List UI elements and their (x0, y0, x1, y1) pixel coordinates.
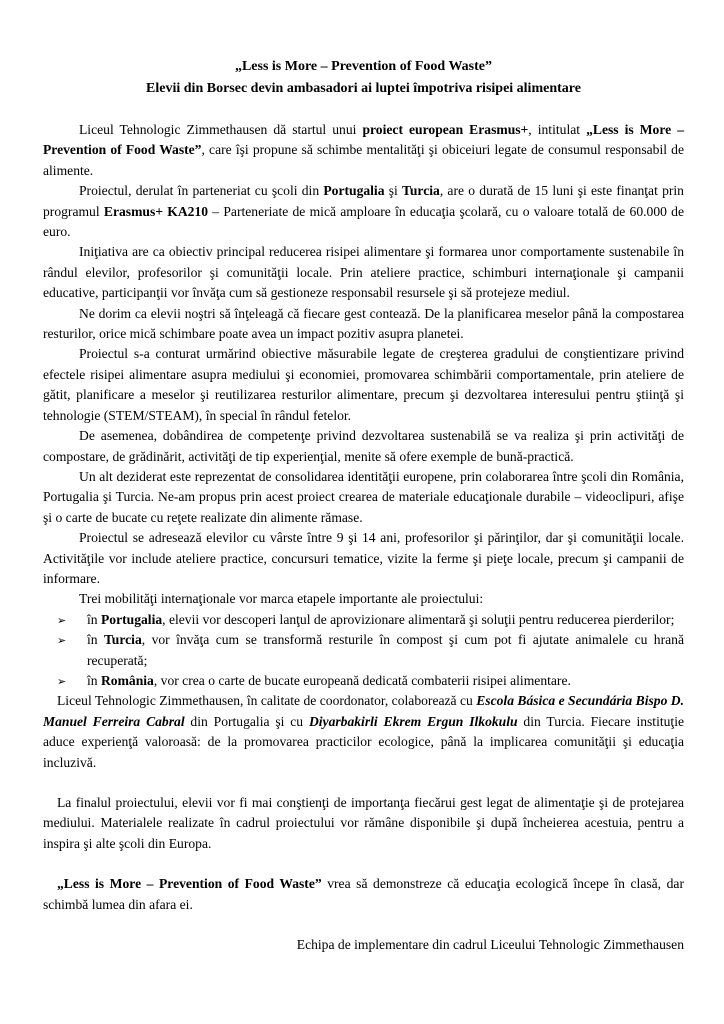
text-segment: Portugalia (100, 611, 163, 627)
document-title-line (43, 78, 684, 100)
text-segment: şi (384, 183, 403, 199)
bullet-arrow-icon: ➢ (57, 614, 67, 627)
paragraph (43, 793, 684, 854)
text-segment: Portugalia (323, 183, 385, 199)
text-segment: La finalul proiectului, elevii vor fi mai conştienţi de importanţa fiecărui gest legat de alimentaţie şi de protejarea mediului. Materialele realizate în cadrul proiectului vor rămâne disponibile şi după încheierea acestuia, pentru a inspira şi alte şcoli din Europa. (43, 795, 684, 851)
bullet-item (43, 610, 684, 630)
paragraph (43, 691, 684, 773)
paragraph (43, 304, 684, 345)
text-segment: , vor învăţa cum se transformă resturile în compost şi cum pot fi ajutate animalele cu hrană recuperată; (87, 632, 684, 668)
text-segment: Proiectul se adresează elevilor cu vârste între 9 şi 14 ani, profesorilor şi părinţilor, dar şi comunităţii locale. Activităţile vor include ateliere practice, concursuri tematice, vizite la ferme şi pieţe locale, precum şi campanii de informare. (43, 530, 684, 586)
text-segment: Un alt deziderat este reprezentat de consolidarea identităţii europene, prin colaborarea între şcoli din România, Portugalia şi Turcia. Ne-am propus prin acest proiect crearea de materiale educaţionale durabile – videoclipuri, afişe şi o carte de bucate cu reţete realizate din alimente rămase. (43, 468, 684, 525)
text-segment: Liceul Tehnologic Zimmethausen, în calitate de coordonator, colaborează cu (57, 693, 477, 709)
bullet-arrow-icon: ➢ (57, 635, 67, 648)
paragraph (43, 467, 684, 528)
blank-line (43, 854, 684, 874)
bullet-arrow-icon: ➢ (57, 675, 67, 688)
document-body (43, 56, 684, 955)
text-segment: Proiectul, derulat în parteneriat cu şcoli din (79, 183, 324, 199)
text-segment: , intitulat (528, 122, 587, 137)
text-segment: Trei mobilităţi internaţionale vor marca etapele importante ale proiectului: (79, 591, 484, 607)
blank-line (43, 100, 684, 120)
bullet-item (43, 671, 684, 691)
text-segment: în (87, 672, 101, 688)
text-segment: Diyarbakirli Ekrem Ergun Ilkokulu (308, 713, 518, 729)
text-segment: Iniţiativa are ca obiectiv principal reducerea risipei alimentare şi formarea unor comportamente sustenabile în rândul elevilor, profesorilor şi comunităţii locale. Prin ateliere practice, schimburi internaţionale şi campanii educative, participanţii vor învăţa cum să gestioneze responsabil resursele şi să protejeze mediul. (43, 244, 684, 301)
text-segment: „Less is More – Prevention of Food Waste” (43, 122, 684, 158)
text-segment: Proiectul s-a conturat urmărind obiective măsurabile legate de creşterea gradului de conştientizare privind efectele risipei alimentare asupra mediului şi economiei, promovarea schimbării comportamentale, prin ateliere de gătit, planificare a meselor şi reutilizarea resturilor alimentare, precum şi dezvoltarea interesului pentru ştiinţă şi tehnologie (STEM/STEAM), în special în rândul fetelor. (43, 346, 684, 423)
paragraph (43, 344, 684, 426)
paragraph (43, 426, 684, 467)
blank-line (43, 915, 684, 935)
paragraph (43, 528, 684, 589)
paragraph (43, 120, 684, 181)
text-segment: , are o durată de 15 luni şi este finanţat prin programul (43, 183, 684, 219)
text-segment: vrea să demonstreze că educaţia ecologică începe în clasă, dar schimbă lumea din afara ei. (43, 876, 684, 912)
text-segment: , elevii vor descoperi lanţul de aprovizionare alimentară şi soluţii pentru reducerea pierderilor; (162, 611, 675, 627)
text-segment: Turcia (402, 183, 440, 199)
text-segment: Turcia (103, 632, 142, 648)
paragraph (43, 181, 684, 242)
text-segment: din Portugalia şi cu (184, 713, 309, 729)
text-segment: în (87, 611, 101, 627)
text-segment: „Less is More – Prevention of Food Waste” (57, 876, 322, 892)
text-segment: „Less is More – Prevention of Food Waste” (234, 59, 493, 74)
text-segment: De asemenea, dobândirea de competenţe privind dezvoltarea sustenabilă se va realiza şi prin activităţi de compostare, de grădinărit, activităţi de tip experienţial, menite să ofere exemple de bună-practică. (43, 428, 684, 464)
paragraph (43, 589, 684, 609)
text-segment: România (100, 672, 154, 688)
text-segment: Erasmus+ KA210 (103, 203, 209, 219)
text-segment: proiect european Erasmus+ (362, 122, 529, 137)
text-segment: Elevii din Borsec devin ambasadori ai luptei împotriva risipei alimentare (146, 81, 581, 96)
blank-line (43, 773, 684, 793)
text-segment: Escola Básica e Secundária Bispo D. Manuel Ferreira Cabral (43, 693, 684, 729)
document-title-line (43, 56, 684, 78)
text-segment: Liceul Tehnologic Zimmethausen dă startul unui (79, 122, 363, 137)
bullet-item (43, 630, 684, 671)
paragraph (43, 242, 684, 303)
text-segment: Echipa de implementare din cadrul Liceului Tehnologic Zimmethausen (296, 937, 684, 953)
text-segment: în (87, 632, 104, 648)
text-segment: – Parteneriate de mică amploare în educaţia şcolară, cu o valoare totală de 60.000 de euro. (43, 203, 684, 240)
text-segment: , care îşi propune să schimbe mentalităţi şi obiceiuri legate de consumul responsabil de alimente. (43, 142, 684, 178)
text-segment: din Turcia. Fiecare instituţie aduce experienţă valoroasă: de la promovarea practicilor ecologice, până la implicarea comunităţii şi educaţia incluzivă. (43, 713, 685, 770)
closing-signature (43, 935, 684, 955)
paragraph (43, 874, 684, 915)
text-segment: Ne dorim ca elevii noştri să înţeleagă că fiecare gest contează. De la planificarea meselor până la compostarea resturilor, orice mică schimbare poate avea un impact pozitiv asupra planetei. (43, 305, 684, 342)
text-segment: , vor crea o carte de bucate europeană dedicată combaterii risipei alimentare. (153, 672, 571, 688)
